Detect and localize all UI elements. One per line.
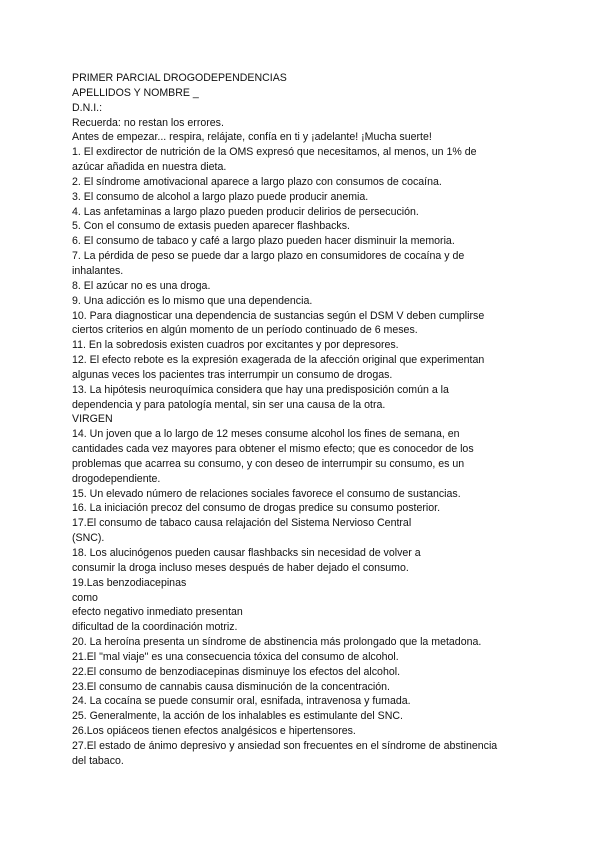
question-1-line-1: 1. El exdirector de nutrición de la OMS expresó que necesitamos, al menos, un 1% de [72, 146, 477, 159]
encouragement-text: Antes de empezar... respira, relájate, confía en ti y ¡adelante! ¡Mucha suerte! [72, 131, 432, 144]
question-14-line-1: 14. Un joven que a lo largo de 12 meses consume alcohol los fines de semana, en [72, 428, 460, 441]
question-24: 24. La cocaína se puede consumir oral, esnifada, intravenosa y fumada. [72, 695, 411, 708]
question-12-line-2: algunas veces los pacientes tras interrumpir un consumo de drogas. [72, 368, 393, 381]
question-19-line-3: efecto negativo inmediato presentan [72, 606, 243, 619]
question-25: 25. Generalmente, la acción de los inhalables es estimulante del SNC. [72, 710, 403, 723]
question-10-line-2: ciertos criterios en algún momento de un período continuado de 6 meses. [72, 324, 418, 337]
question-27-line-1: 27.El estado de ánimo depresivo y ansiedad son frecuentes en el síndrome de abstinencia [72, 739, 498, 752]
question-7-line-1: 7. La pérdida de peso se puede dar a largo plazo en consumidores de cocaína y de [72, 250, 465, 263]
question-19-line-4: dificultad de la coordinación motriz. [72, 621, 238, 634]
question-1-line-2: azúcar añadida en nuestra dieta. [72, 161, 227, 174]
question-23: 23.El consumo de cannabis causa disminución de la concentración. [72, 680, 391, 693]
question-5: 5. Con el consumo de extasis pueden aparecer flashbacks. [72, 220, 350, 233]
question-19-line-1: 19.Las benzodiacepinas [72, 576, 187, 589]
question-20: 20. La heroína presenta un síndrome de abstinencia más prolongado que la metadona. [72, 636, 482, 649]
question-14-line-4: drogodependiente. [72, 472, 161, 485]
question-4: 4. Las anfetaminas a largo plazo pueden producir delirios de persecución. [72, 205, 419, 218]
question-17-line-1: 17.El consumo de tabaco causa relajación del Sistema Nervioso Central [72, 517, 412, 530]
question-18-line-1: 18. Los alucinógenos pueden causar flashbacks sin necesidad de volver a [72, 547, 421, 559]
question-17-line-2: (SNC). [72, 532, 105, 545]
virgen-label: VIRGEN [72, 413, 113, 426]
question-22: 22.El consumo de benzodiacepinas disminuye los efectos del alcohol. [72, 665, 401, 678]
name-field-label: APELLIDOS Y NOMBRE _ [72, 86, 199, 99]
question-12-line-1: 12. El efecto rebote es la expresión exagerada de la afección original que experimentan [72, 354, 485, 367]
question-13-line-1: 13. La hipótesis neuroquímica considera que hay una predisposición común a la [72, 383, 449, 396]
question-11: 11. En la sobredosis existen cuadros por excitantes y por depresores. [72, 339, 399, 352]
question-8: 8. El azúcar no es una droga. [72, 279, 211, 292]
question-7-line-2: inhalantes. [72, 264, 124, 277]
question-21: 21.El "mal viaje" es una consecuencia tóxica del consumo de alcohol. [72, 650, 399, 663]
question-18-line-2: consumir la droga incluso meses después de haber dejado el consumo. [72, 561, 409, 574]
question-2: 2. El síndrome amotivacional aparece a largo plazo con consumos de cocaína. [72, 175, 442, 188]
question-6: 6. El consumo de tabaco y café a largo plazo pueden hacer disminuir la memoria. [72, 235, 455, 248]
question-13-line-2: dependencia y para patología mental, sin ser una causa de la otra. [72, 398, 386, 411]
question-9: 9. Una adicción es lo mismo que una dependencia. [72, 294, 313, 307]
question-14-line-2: cantidades cada vez mayores para obtener el mismo efecto; que es conocedor de los [72, 443, 474, 456]
exam-document [72, 71, 532, 769]
id-field-label: D.N.I.: [72, 101, 103, 114]
exam-title: PRIMER PARCIAL DROGODEPENDENCIAS [72, 72, 287, 84]
question-27-line-2: del tabaco. [72, 754, 124, 767]
question-19-line-2: como [72, 591, 98, 604]
question-3: 3. El consumo de alcohol a largo plazo puede producir anemia. [72, 190, 369, 203]
reminder-text: Recuerda: no restan los errores. [72, 116, 224, 129]
question-26: 26.Los opiáceos tienen efectos analgésicos e hipertensores. [72, 725, 356, 738]
question-10-line-1: 10. Para diagnosticar una dependencia de sustancias según el DSM V deben cumplirse [72, 309, 485, 322]
question-16: 16. La iniciación precoz del consumo de drogas predice su consumo posterior. [72, 502, 441, 515]
question-15: 15. Un elevado número de relaciones sociales favorece el consumo de sustancias. [72, 487, 461, 500]
question-14-line-3: problemas que acarrea su consumo, y con deseo de interrumpir su consumo, es un [72, 457, 465, 470]
